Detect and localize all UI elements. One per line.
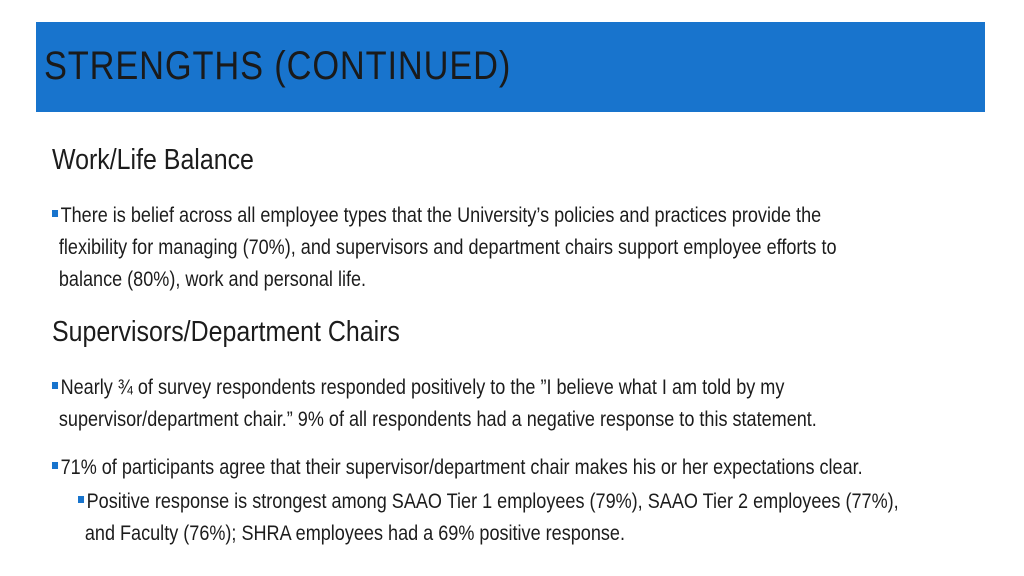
bullet-marker-icon <box>52 382 58 389</box>
bullet-text-line: There is belief across all employee types that the University’s policies and practices provide the <box>60 204 822 227</box>
bullet-belief-statement <box>52 372 817 436</box>
sub-bullet-positive-response <box>78 486 899 550</box>
bullet-text-line: flexibility for managing (70%), and supervisors and department chairs support employee efforts to <box>58 236 837 259</box>
bullet-marker-icon <box>52 462 58 469</box>
bullet-text-line: Positive response is strongest among SAAO Tier 1 employees (79%), SAAO Tier 2 employees (77%), <box>86 490 899 513</box>
bullet-marker-icon <box>78 496 84 503</box>
bullet-work-life-policies <box>52 200 837 296</box>
bullet-text-line: Nearly ¾ of survey respondents responded positively to the ”I believe what I am told by my <box>60 376 785 399</box>
bullet-text-line: balance (80%), work and personal life. <box>58 268 367 291</box>
bullet-text-line: supervisor/department chair.” 9% of all respondents had a negative response to this statement. <box>58 408 817 431</box>
title-bar <box>36 22 985 112</box>
bullet-text-line: 71% of participants agree that their supervisor/department chair makes his or her expectations clear. <box>60 456 863 479</box>
bullet-expectations-clear <box>52 452 863 484</box>
bullet-marker-icon <box>52 210 58 217</box>
slide-title: STRENGTHS (CONTINUED) <box>44 44 512 88</box>
bullet-text-line: and Faculty (76%); SHRA employees had a 69% positive response. <box>84 522 625 545</box>
section-heading-work-life-balance: Work/Life Balance <box>52 144 254 176</box>
section-heading-supervisors: Supervisors/Department Chairs <box>52 316 400 348</box>
